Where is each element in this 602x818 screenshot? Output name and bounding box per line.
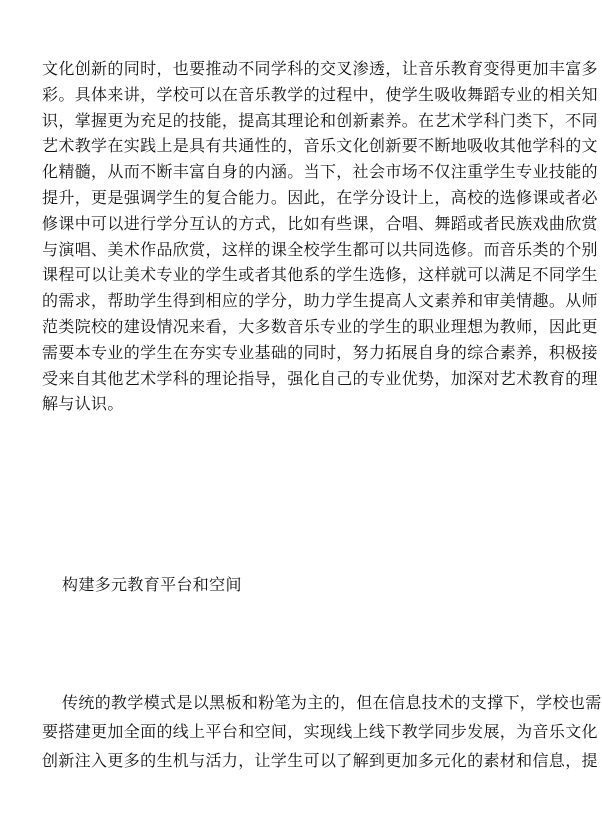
paragraph-line: 要搭建更加全面的线上平台和空间，实现线上线下教学同步发展，为音乐文化 (42, 722, 598, 741)
paragraph-line: 提升，更是强调学生的复合能力。因此，在学分设计上，高校的选修课或者必 (42, 187, 598, 207)
paragraph-line: 与演唱、美术作品欣赏，这样的课全校学生都可以共同选修。而音乐类的个别 (42, 239, 598, 259)
paragraph-line: 创新注入更多的生机与活力，让学生可以了解到更加多元化的素材和信息，提 (42, 751, 598, 770)
paragraph-line: 课程可以让美术专业的学生或者其他系的学生选修，这样就可以满足不同学生 (42, 265, 598, 285)
body-paragraph (42, 56, 598, 417)
paragraph-line: 需要本专业的学生在夯实专业基础的同时，努力拓展自身的综合素养，积极接 (42, 342, 598, 362)
paragraph-line: 文化创新的同时，也要推动不同学科的交叉渗透，让音乐教育变得更加丰富多 (42, 59, 598, 78)
paragraph-line: 彩。具体来讲，学校可以在音乐教学的过程中，使学生吸收舞蹈专业的相关知 (42, 84, 598, 104)
paragraph-line: 受来自其他艺术学科的理论指导，强化自己的专业优势，加深对艺术教育的理 (42, 368, 598, 388)
paragraph-line: 解与认识。 (42, 394, 124, 414)
paragraph-line: 范类院校的建设情况来看，大多数音乐专业的学生的职业理想为教师，因此更 (42, 316, 598, 336)
paragraph-line: 艺术教学在实践上是具有共通性的，音乐文化创新要不断地吸收其他学科的文 (42, 136, 598, 156)
paragraph-line: 的需求，帮助学生得到相应的学分，助力学生提高人文素养和审美情趣。从师 (42, 291, 598, 311)
section-heading: 构建多元教育平台和空间 (62, 575, 242, 594)
body-paragraph (42, 688, 602, 775)
paragraph-line: 修课中可以进行学分互认的方式，比如有些课，合唱、舞蹈或者民族戏曲欣赏 (42, 213, 598, 233)
paragraph-line: 化精髓，从而不断丰富自身的内涵。当下，社会市场不仅注重学生专业技能的 (42, 162, 598, 182)
paragraph-line: 识，掌握更为充足的技能，提高其理论和创新素养。在艺术学科门类下，不同 (42, 110, 598, 130)
paragraph-line: 传统的教学模式是以黑板和粉笔为主的，但在信息技术的支撑下，学校也需 (62, 693, 602, 712)
